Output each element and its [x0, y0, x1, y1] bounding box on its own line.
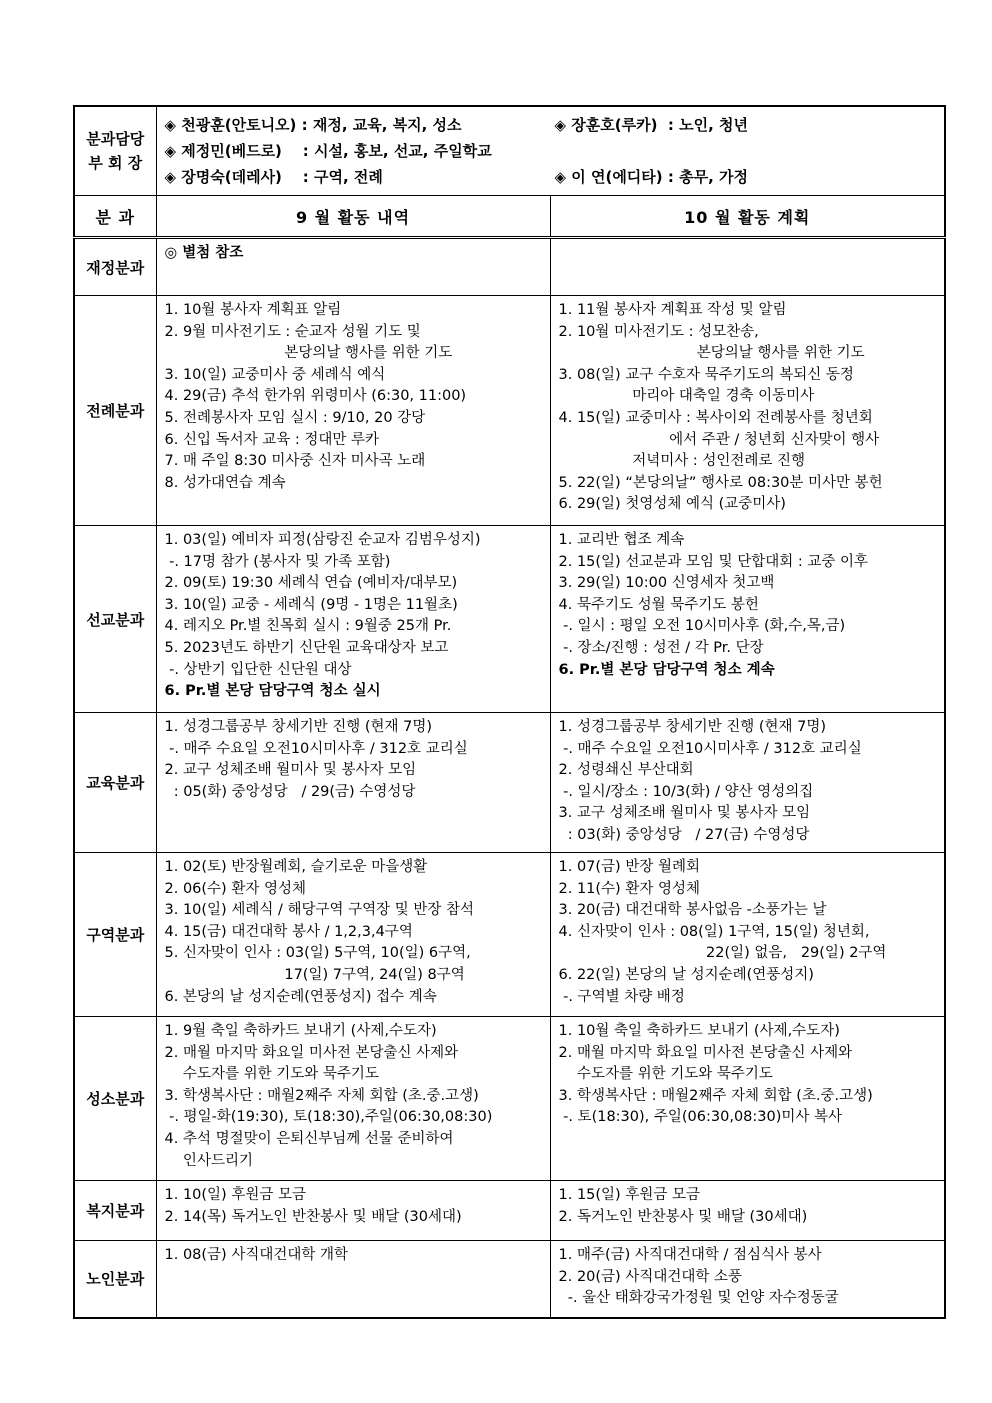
activity-line: 1. 교리반 협조 계속 — [558, 532, 685, 548]
october-plans — [550, 1181, 945, 1241]
activity-line: 4. 29(금) 추석 한가위 위령미사 (6:30, 11:00) — [164, 388, 467, 405]
leader-entry: ◈ 장훈호(루카) : 노인, 청년 — [554, 116, 748, 134]
september-activities — [156, 296, 550, 526]
activity-line: 에서 주관 / 청년회 신자맞이 행사 — [558, 431, 880, 448]
activity-line: 2. 교구 성체조배 월미사 및 봉사자 모임 — [164, 762, 417, 779]
activity-line: 4. 레지오 Pr.별 친목회 실시 : 9월중 25개 Pr. — [164, 618, 452, 635]
division-name: 복지분과 — [74, 1181, 156, 1241]
division-name: 재정분과 — [74, 238, 156, 296]
activity-line: -. 장소/진행 : 성전 / 각 Pr. 단장 — [558, 639, 764, 656]
leaders-row — [74, 106, 945, 196]
division-name: 선교분과 — [74, 526, 156, 713]
activity-line: 1. 성경그룹공부 창세기반 진행 (현재 7명) — [164, 719, 433, 735]
leaders-label — [74, 106, 156, 196]
division-row — [74, 713, 945, 853]
activity-line: -. 울산 태화강국가정원 및 언양 자수정동굴 — [558, 1290, 839, 1307]
activity-line: 3. 교구 성체조배 월미사 및 봉사자 모임 — [558, 805, 811, 822]
activity-line: 6. Pr.별 본당 담당구역 청소 실시 — [164, 683, 381, 700]
activity-line: 1. 10월 봉사자 계획표 알림 — [164, 302, 342, 318]
activity-line: -. 평일-화(19:30), 토(18:30),주일(06:30,08:30) — [164, 1109, 493, 1126]
activity-line: 2. 09(토) 19:30 세례식 연습 (예비자/대부모) — [164, 575, 458, 592]
activity-line: 6. 신입 독서자 교육 : 정대만 루카 — [164, 431, 379, 448]
activity-line: 2. 14(목) 독거노인 반찬봉사 및 배달 (30세대) — [164, 1208, 462, 1225]
activity-line: 7. 매 주일 8:30 미사중 신자 미사곡 노래 — [164, 453, 426, 470]
activity-line: 인사드리기 — [164, 1152, 253, 1169]
activity-line: 1. 9월 축일 축하카드 보내기 (사제,수도자) — [164, 1023, 437, 1039]
activity-line: 6. Pr.별 본당 담당구역 청소 계속 — [558, 661, 775, 678]
leaders-list — [156, 106, 945, 196]
september-activities — [156, 526, 550, 713]
september-activities — [156, 713, 550, 853]
activity-line: 저녁미사 : 성인전례로 진행 — [558, 453, 806, 470]
activity-line: 4. 15(일) 교중미사 : 복사이외 전례봉사를 청년회 — [558, 409, 873, 426]
header-october: 10 월 활동 계획 — [550, 196, 945, 238]
activity-line: : 05(화) 중앙성당 / 29(금) 수영성당 — [164, 783, 416, 800]
activity-line: 3. 29(일) 10:00 신영세자 첫고백 — [558, 575, 775, 592]
october-plans — [550, 1241, 945, 1318]
activity-line: 6. 29(일) 첫영성체 예식 (교중미사) — [558, 496, 786, 513]
activity-line: 1. 03(일) 예비자 피정(삼랑진 순교자 김범우성지) — [164, 532, 481, 548]
activity-line: 2. 9월 미사전기도 : 순교자 성월 기도 및 — [164, 323, 421, 340]
leader-entry: ◈ 장명숙(데레사) : 구역, 전례 — [164, 168, 383, 186]
activity-line: -. 매주 수요일 오전10시미사후 / 312호 교리실 — [558, 740, 862, 757]
activity-line: -. 17명 참가 (봉사자 및 가족 포함) — [164, 553, 391, 570]
leader-row — [165, 112, 937, 138]
activity-line: 2. 10월 미사전기도 : 성모찬송, — [558, 323, 759, 340]
activity-line: 3. 학생복사단 : 매월2째주 자체 회합 (초.중.고생) — [164, 1087, 479, 1104]
leader-entry: ◈ 천광훈(안토니오) : 재정, 교육, 복지, 성소 — [164, 116, 462, 134]
september-activities — [156, 238, 550, 296]
division-name: 노인분과 — [74, 1241, 156, 1318]
leader-row — [165, 138, 937, 164]
activity-line: 8. 성가대연습 계속 — [164, 474, 286, 491]
activity-line: 2. 06(수) 환자 영성체 — [164, 880, 306, 897]
header-september: 9 월 활동 내역 — [156, 196, 550, 238]
activity-line: -. 일시 : 평일 오전 10시미사후 (화,수,목,금) — [558, 618, 846, 635]
division-name: 성소분과 — [74, 1017, 156, 1181]
activity-line: 4. 신자맞이 인사 : 08(일) 1구역, 15(일) 청년회, — [558, 923, 870, 940]
activity-line: 본당의날 행사를 위한 기도 — [164, 345, 453, 362]
activity-line: 1. 02(토) 반장월례회, 슬기로운 마을생활 — [164, 859, 428, 875]
activity-report-table — [73, 105, 946, 1319]
activity-line: 1. 10월 축일 축하카드 보내기 (사제,수도자) — [558, 1023, 840, 1039]
activity-line: 6. 본당의 날 성지순례(연풍성지) 접수 계속 — [164, 988, 437, 1005]
october-plans — [550, 713, 945, 853]
september-activities — [156, 1017, 550, 1181]
activity-line: 2. 성령쇄신 부산대회 — [558, 762, 694, 779]
activity-line: 수도자를 위한 기도와 묵주기도 — [558, 1066, 773, 1083]
activity-line: 1. 11월 봉사자 계획표 작성 및 알림 — [558, 302, 787, 318]
activity-line: 2. 매월 마지막 화요일 미사전 본당출신 사제와 — [558, 1044, 853, 1061]
activity-line: 3. 10(일) 교중 - 세례식 (9명 - 1명은 11월초) — [164, 596, 458, 613]
division-row — [74, 1181, 945, 1241]
activity-line: 수도자를 위한 기도와 묵주기도 — [164, 1066, 379, 1083]
activity-line: 1. 08(금) 사직대건대학 개학 — [164, 1247, 348, 1263]
activity-line: 5. 신자맞이 인사 : 03(일) 5구역, 10(일) 6구역, — [164, 945, 471, 962]
division-row — [74, 296, 945, 526]
leader-row — [165, 164, 937, 190]
header-row — [74, 196, 945, 238]
activity-line: 2. 독거노인 반찬봉사 및 배달 (30세대) — [558, 1208, 808, 1225]
activity-line: 1. 15(일) 후원금 모금 — [558, 1187, 700, 1203]
activity-line: 1. 10(일) 후원금 모금 — [164, 1187, 306, 1203]
september-activities — [156, 1241, 550, 1318]
leader-entry: ◈ 제정민(베드로) : 시설, 홍보, 선교, 주일학교 — [164, 142, 492, 160]
activity-line: 1. 07(금) 반장 월례회 — [558, 859, 700, 875]
activity-line: 4. 15(금) 대건대학 봉사 / 1,2,3,4구역 — [164, 923, 413, 940]
division-row — [74, 1017, 945, 1181]
activity-line: 2. 매월 마지막 화요일 미사전 본당출신 사제와 — [164, 1044, 459, 1061]
activity-line: 5. 2023년도 하반기 신단원 교육대상자 보고 — [164, 639, 449, 656]
activity-line: 4. 추석 명절맞이 은퇴신부님께 선물 준비하여 — [164, 1130, 454, 1147]
header-division: 분 과 — [74, 196, 156, 238]
activity-line: 3. 학생복사단 : 매월2째주 자체 회합 (초.중.고생) — [558, 1087, 873, 1104]
activity-line: 5. 22(일) “본당의날” 행사로 08:30분 미사만 봉헌 — [558, 474, 883, 491]
division-name: 교육분과 — [74, 713, 156, 853]
activity-line: 3. 10(일) 세례식 / 해당구역 구역장 및 반장 참석 — [164, 902, 474, 919]
activity-line: -. 토(18:30), 주일(06:30,08:30)미사 복사 — [558, 1109, 843, 1126]
october-plans — [550, 853, 945, 1017]
activity-line: 5. 전례봉사자 모임 실시 : 9/10, 20 강당 — [164, 409, 426, 426]
leaders-label-line1: 분과담당 — [86, 130, 145, 148]
activity-line: : 03(화) 중앙성당 / 27(금) 수영성당 — [558, 826, 810, 843]
activity-line: -. 구역별 차량 배정 — [558, 988, 685, 1005]
activity-line: 17(일) 7구역, 24(일) 8구역 — [164, 966, 465, 983]
activity-line: 2. 20(금) 사직대건대학 소풍 — [558, 1268, 742, 1285]
leader-entry: ◈ 이 연(에디타) : 총무, 가정 — [554, 168, 748, 186]
activity-line: 22(일) 없음, 29(일) 2구역 — [558, 945, 887, 962]
division-row — [74, 853, 945, 1017]
division-rows — [74, 238, 945, 1318]
activity-line: 2. 11(수) 환자 영성체 — [558, 880, 700, 897]
september-activities — [156, 1181, 550, 1241]
activity-line: 3. 08(일) 교구 수호자 묵주기도의 복되신 동정 — [558, 366, 854, 383]
activity-line: 1. 성경그룹공부 창세기반 진행 (현재 7명) — [558, 719, 827, 735]
leaders-label-line2: 부 회 장 — [88, 154, 143, 172]
activity-line: ◎ 별첨 참조 — [164, 245, 244, 261]
october-plans — [550, 1017, 945, 1181]
division-row — [74, 238, 945, 296]
activity-line: 3. 20(금) 대건대학 봉사없음 -소풍가는 날 — [558, 902, 827, 919]
activity-line: 1. 매주(금) 사직대건대학 / 점심식사 봉사 — [558, 1247, 822, 1263]
activity-line: 2. 15(일) 선교분과 모임 및 단합대회 : 교중 이후 — [558, 553, 868, 570]
division-name: 구역분과 — [74, 853, 156, 1017]
september-activities — [156, 853, 550, 1017]
october-plans — [550, 296, 945, 526]
october-plans — [550, 238, 945, 296]
activity-line: 6. 22(일) 본당의 날 성지순례(연풍성지) — [558, 966, 814, 983]
activity-line: 본당의날 행사를 위한 기도 — [558, 345, 865, 362]
activity-line: -. 일시/장소 : 10/3(화) / 양산 영성의집 — [558, 783, 814, 800]
activity-line: -. 상반기 입단한 신단원 대상 — [164, 661, 352, 678]
division-row — [74, 1241, 945, 1318]
activity-line: 4. 묵주기도 성월 묵주기도 봉헌 — [558, 596, 759, 613]
division-row — [74, 526, 945, 713]
activity-line: -. 매주 수요일 오전10시미사후 / 312호 교리실 — [164, 740, 468, 757]
division-name: 전례분과 — [74, 296, 156, 526]
activity-line: 마리아 대축일 경축 이동미사 — [558, 388, 815, 405]
october-plans — [550, 526, 945, 713]
activity-line: 3. 10(일) 교중미사 중 세례식 예식 — [164, 366, 386, 383]
